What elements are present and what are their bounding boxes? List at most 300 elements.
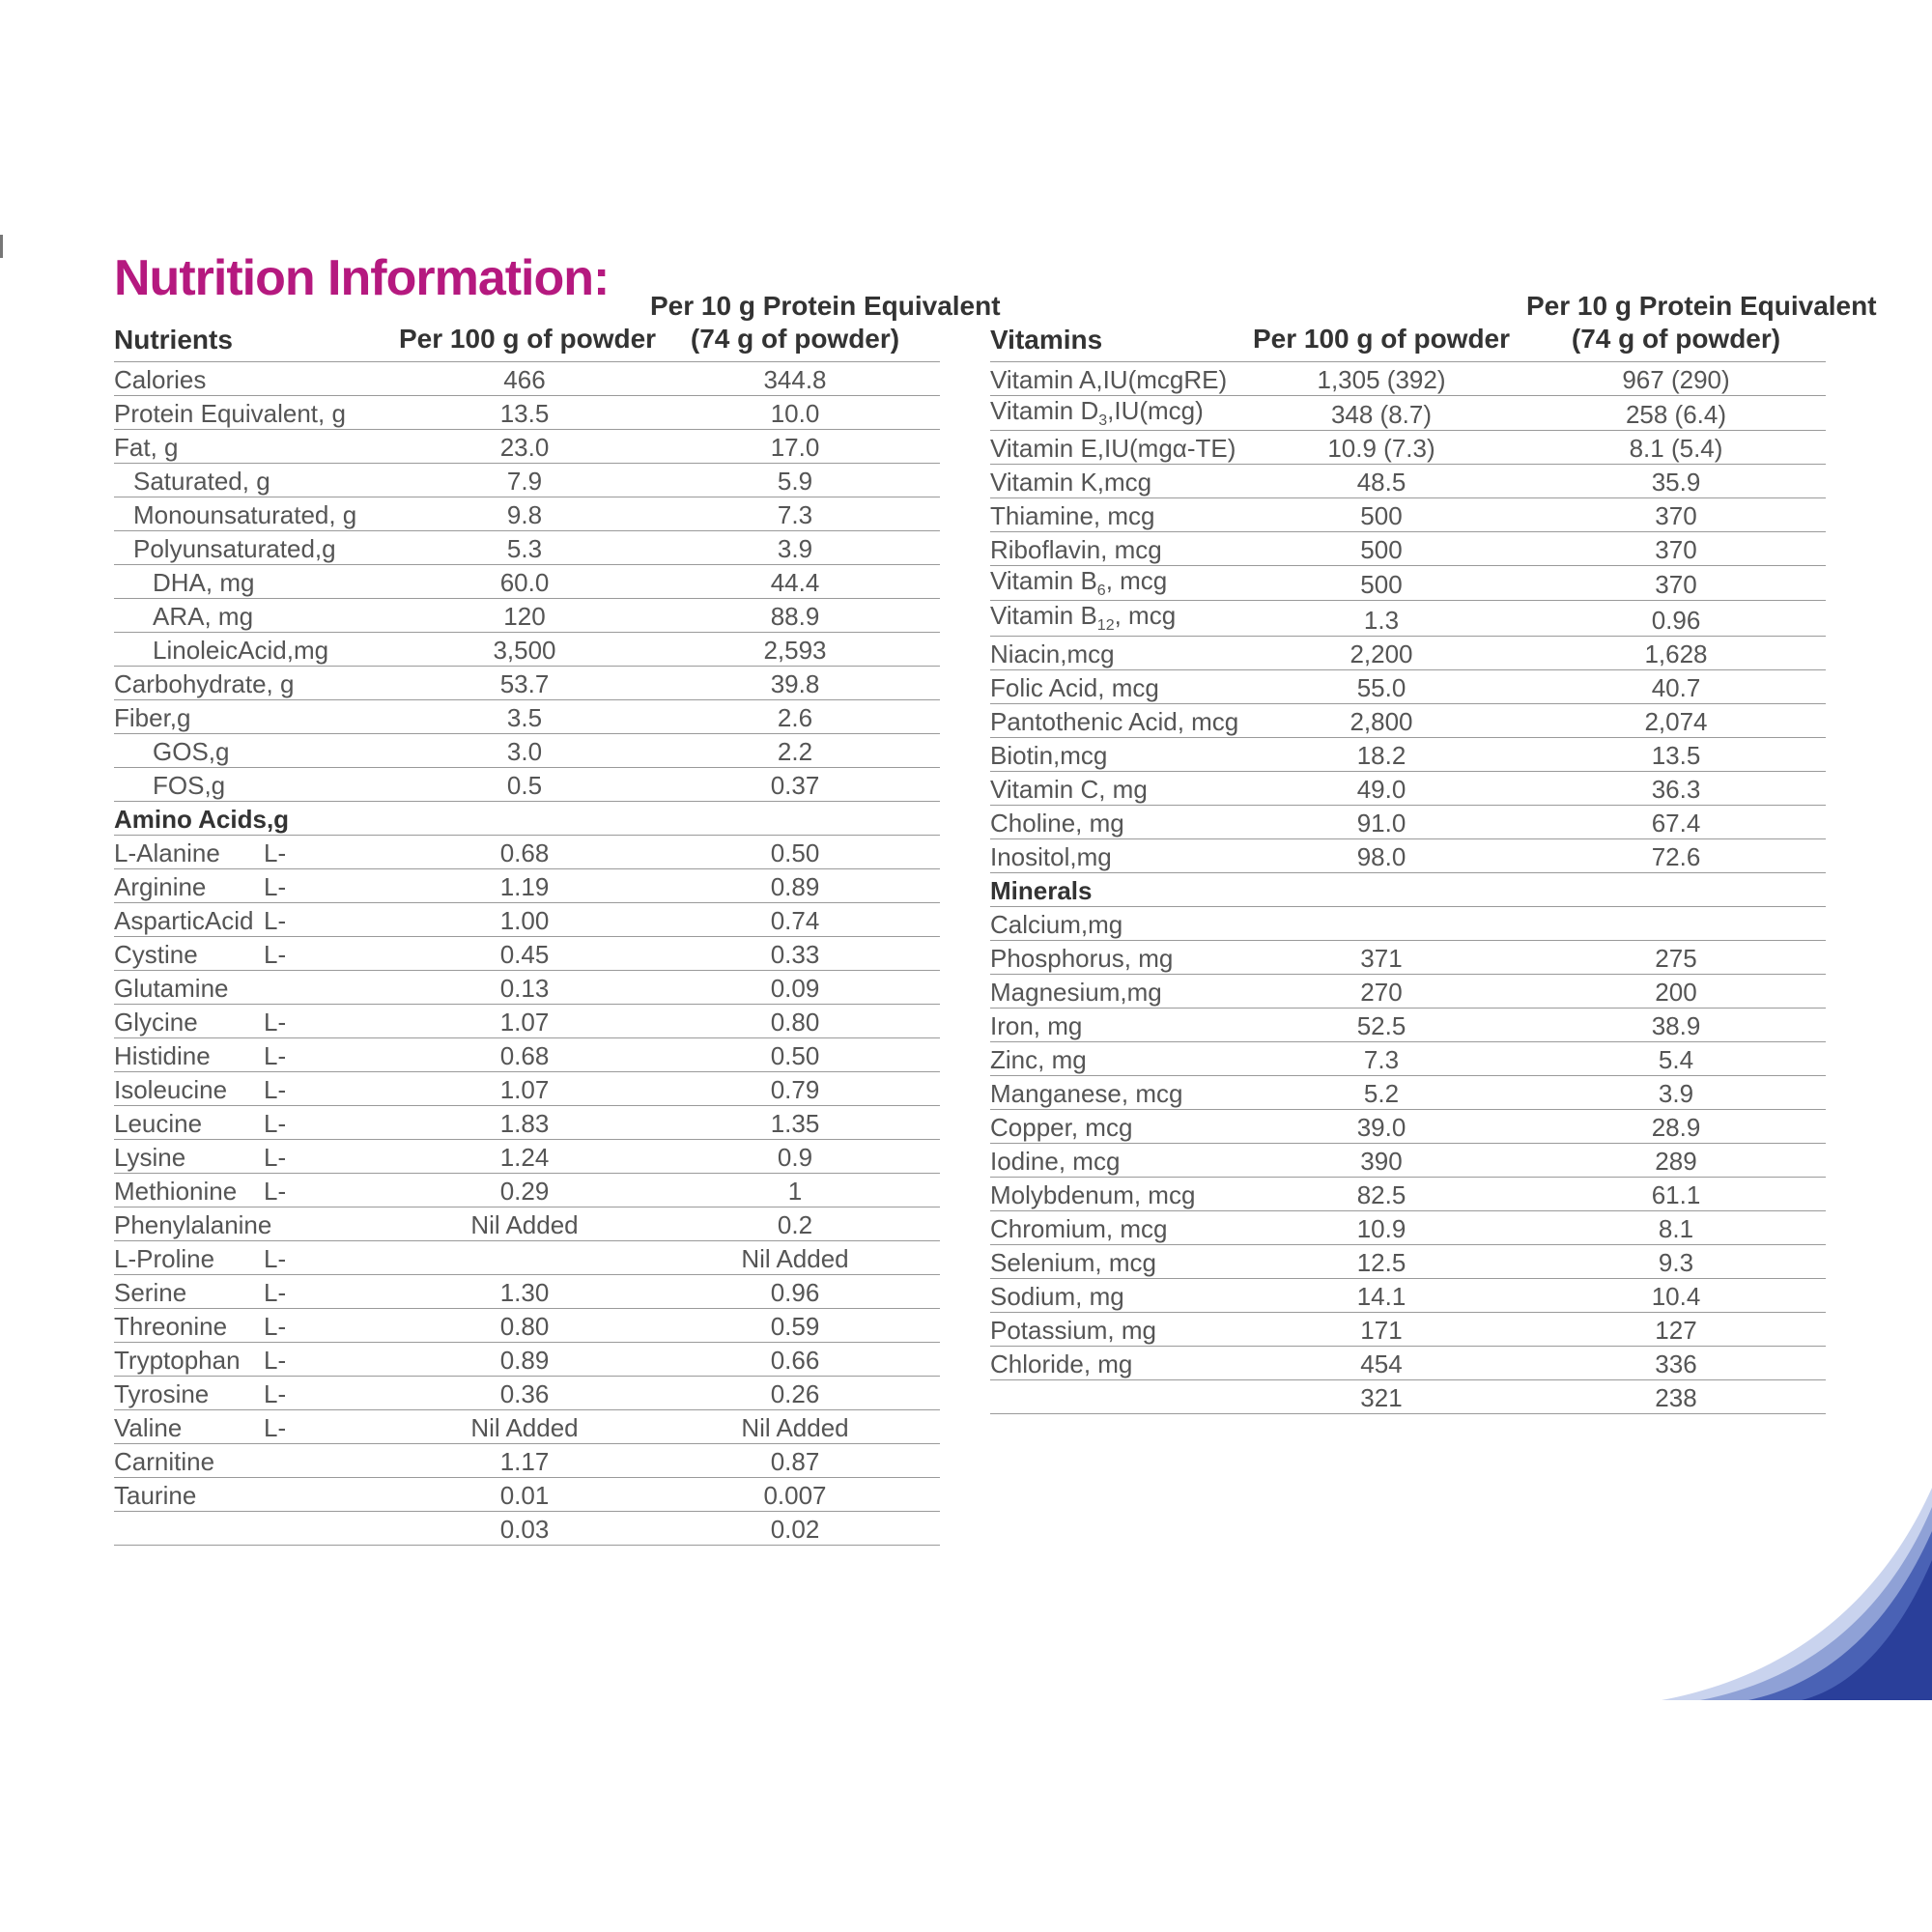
- nutrient-name: [990, 1346, 1236, 1379]
- table-row: [990, 1075, 1826, 1109]
- isomer-prefix: [264, 1478, 399, 1512]
- per-10g-value: 200: [1526, 974, 1826, 1008]
- table-row: [990, 737, 1826, 771]
- per-100g-value: 454: [1236, 1346, 1526, 1379]
- per-10g-value: 28.9: [1526, 1109, 1826, 1143]
- isomer-prefix: L-: [264, 1038, 399, 1072]
- per-100g-value: 3.0: [399, 734, 650, 768]
- per-100g-value: [399, 802, 650, 836]
- nutrient-name: Lysine: [114, 1140, 264, 1174]
- table-row: [990, 1278, 1826, 1312]
- isomer-prefix: [264, 1208, 399, 1241]
- nutrient-name-text: Vitamin B: [990, 601, 1097, 631]
- table-row: [114, 1072, 940, 1106]
- nutrient-name-text: Phosphorus, mg: [990, 943, 1174, 973]
- nutrients-header-row: [114, 290, 940, 362]
- table-row: [114, 1309, 940, 1343]
- table-row: [990, 872, 1826, 906]
- table-row: [990, 1244, 1826, 1278]
- table-row: [990, 498, 1826, 532]
- nutrient-name: Tyrosine: [114, 1377, 264, 1410]
- per-100g-value: 23.0: [399, 430, 650, 464]
- table-row: [114, 1005, 940, 1038]
- table-row: [114, 700, 940, 734]
- nutrient-name: [990, 1177, 1236, 1210]
- isomer-prefix: L-: [264, 1241, 399, 1275]
- per-10g-value: [650, 802, 940, 836]
- per-100g-value: 270: [1236, 974, 1526, 1008]
- table-row: [114, 1038, 940, 1072]
- nutrient-name-text: Selenium, mcg: [990, 1247, 1156, 1277]
- isomer-prefix: L-: [264, 1106, 399, 1140]
- nutrient-name: [990, 805, 1236, 838]
- table-row: [114, 734, 940, 768]
- per-100g-value: 321: [1236, 1379, 1526, 1413]
- nutrient-name-text: Folic Acid, mcg: [990, 672, 1159, 702]
- per-100g-value: 1.83: [399, 1106, 650, 1140]
- isomer-prefix: [264, 1512, 399, 1546]
- per-100g-value: 1.00: [399, 903, 650, 937]
- table-row: [114, 430, 940, 464]
- nutrient-name-text: Molybdenum, mcg: [990, 1179, 1196, 1209]
- per-100g-value: 48.5: [1236, 465, 1526, 498]
- per-10g-value: 9.3: [1526, 1244, 1826, 1278]
- per-100g-value: 466: [399, 362, 650, 396]
- per-100g-value: 2,200: [1236, 636, 1526, 669]
- nutrient-name: Glycine: [114, 1005, 264, 1038]
- per-10g-value: 0.59: [650, 1309, 940, 1343]
- per-10g-value: 8.1 (5.4): [1526, 431, 1826, 465]
- per-10g-value: 44.4: [650, 565, 940, 599]
- per-10g-value: 0.09: [650, 971, 940, 1005]
- per-100g-value: 500: [1236, 498, 1526, 532]
- nutrient-name: GOS,g: [114, 734, 399, 768]
- per-10g-value: 40.7: [1526, 669, 1826, 703]
- table-row: [114, 1512, 940, 1546]
- table-row: [990, 362, 1826, 396]
- per-10g-value: Nil Added: [650, 1241, 940, 1275]
- per-100g-value: 9.8: [399, 497, 650, 531]
- table-row: [114, 1410, 940, 1444]
- per-10g-value: 0.26: [650, 1377, 940, 1410]
- per-10g-value: 0.80: [650, 1005, 940, 1038]
- per-10g-value: 39.8: [650, 667, 940, 700]
- per-100g-value: 55.0: [1236, 669, 1526, 703]
- nutrient-name-text: Biotin,mcg: [990, 740, 1108, 770]
- per-10g-header-line2: (74 g of powder): [690, 324, 900, 354]
- nutrient-name: [990, 906, 1236, 940]
- nutrient-name-text: Chloride, mg: [990, 1349, 1133, 1378]
- isomer-prefix: L-: [264, 1174, 399, 1208]
- nutrient-name: L-Proline: [114, 1241, 264, 1275]
- nutrient-name-text: Vitamin E,IU(mgα-TE): [990, 434, 1236, 464]
- per-10g-header-line1: Per 10 g Protein Equivalent: [1526, 291, 1877, 321]
- per-10g-value: 2,074: [1526, 703, 1826, 737]
- per-10g-value: 370: [1526, 532, 1826, 566]
- table-row: [990, 465, 1826, 498]
- per-100g-value: 390: [1236, 1143, 1526, 1177]
- isomer-prefix: [264, 971, 399, 1005]
- nutrient-name: Calories: [114, 362, 399, 396]
- table-row: [114, 768, 940, 802]
- per-100g-value: 500: [1236, 532, 1526, 566]
- nutrient-name-text: Minerals: [990, 875, 1093, 905]
- nutrient-name: Serine: [114, 1275, 264, 1309]
- nutrient-name: Glutamine: [114, 971, 264, 1005]
- table-row: [114, 1343, 940, 1377]
- nutrient-name: L-Alanine: [114, 836, 264, 869]
- per-10g-value: 336: [1526, 1346, 1826, 1379]
- nutrient-name-text: Chromium, mcg: [990, 1213, 1168, 1243]
- nutrient-name: [990, 1379, 1236, 1413]
- isomer-prefix: L-: [264, 869, 399, 903]
- per-100g-value: 1.30: [399, 1275, 650, 1309]
- nutrient-name: [990, 872, 1236, 906]
- per-100g-value: 120: [399, 599, 650, 633]
- nutrient-name: Fiber,g: [114, 700, 399, 734]
- per-10g-value: Nil Added: [650, 1410, 940, 1444]
- per-100g-value: 171: [1236, 1312, 1526, 1346]
- nutrient-name: [990, 396, 1236, 431]
- isomer-prefix: L-: [264, 903, 399, 937]
- nutrient-name: Valine: [114, 1410, 264, 1444]
- nutrient-subscript: 12: [1096, 617, 1115, 635]
- per-10g-value: 0.96: [1526, 601, 1826, 636]
- per-10g-value: 289: [1526, 1143, 1826, 1177]
- per-100g-value: 371: [1236, 940, 1526, 974]
- table-row: [114, 971, 940, 1005]
- nutrient-name-text: Vitamin K,mcg: [990, 468, 1152, 497]
- isomer-prefix: L-: [264, 836, 399, 869]
- per-10g-value: 0.96: [650, 1275, 940, 1309]
- nutrient-subscript: 6: [1096, 582, 1106, 600]
- nutrient-name-text: Vitamin B: [990, 566, 1097, 596]
- per-100g-value: [399, 1241, 650, 1275]
- per-100g-value: 53.7: [399, 667, 650, 700]
- per-10g-value: [1526, 872, 1826, 906]
- per-10g-value: 1: [650, 1174, 940, 1208]
- table-row: [990, 805, 1826, 838]
- per-10g-value: 1.35: [650, 1106, 940, 1140]
- nutrient-name-unit: ,IU(mcg): [1107, 396, 1204, 425]
- per-100g-value: 13.5: [399, 396, 650, 430]
- per-10g-value: 370: [1526, 566, 1826, 601]
- nutrient-name: ARA, mg: [114, 599, 399, 633]
- nutrient-name: [990, 498, 1236, 532]
- nutrient-name: [990, 636, 1236, 669]
- per-100g-value: 1.3: [1236, 601, 1526, 636]
- per-100g-value: 82.5: [1236, 1177, 1526, 1210]
- per-10g-value: 3.9: [1526, 1075, 1826, 1109]
- table-row: [114, 599, 940, 633]
- per-10g-value: 8.1: [1526, 1210, 1826, 1244]
- table-row: [990, 1041, 1826, 1075]
- per-100g-value: 7.3: [1236, 1041, 1526, 1075]
- per-100g-value: 0.45: [399, 937, 650, 971]
- table-row: [114, 903, 940, 937]
- table-row: [114, 362, 940, 396]
- table-row: [990, 636, 1826, 669]
- per-100g-value: Nil Added: [399, 1208, 650, 1241]
- table-row: [114, 937, 940, 971]
- nutrient-name-text: Niacin,mcg: [990, 639, 1115, 668]
- per-10g-value: 72.6: [1526, 838, 1826, 872]
- per-10g-value: 127: [1526, 1312, 1826, 1346]
- per-100g-value: 2,800: [1236, 703, 1526, 737]
- table-row: [114, 1444, 940, 1478]
- per-10g-value: 344.8: [650, 362, 940, 396]
- per-100g-value: 3,500: [399, 633, 650, 667]
- isomer-prefix: [264, 1444, 399, 1478]
- per-100g-value: 0.89: [399, 1343, 650, 1377]
- edge-mark: [0, 235, 3, 258]
- nutrient-name: Cystine: [114, 937, 264, 971]
- nutrient-name: [990, 532, 1236, 566]
- table-row: [114, 497, 940, 531]
- table-row: [114, 1478, 940, 1512]
- nutrient-name: FOS,g: [114, 768, 399, 802]
- nutrient-name: DHA, mg: [114, 565, 399, 599]
- nutrient-name: [990, 1109, 1236, 1143]
- nutrient-name: [990, 703, 1239, 737]
- isomer-prefix: L-: [264, 1309, 399, 1343]
- nutrient-name-text: Calcium,mg: [990, 909, 1123, 939]
- table-row: [990, 1379, 1826, 1413]
- nutrient-name: Amino Acids,g: [114, 802, 399, 836]
- per-10g-value: 67.4: [1526, 805, 1826, 838]
- per-100g-value: 0.29: [399, 1174, 650, 1208]
- per-10g-value: 88.9: [650, 599, 940, 633]
- nutrient-name-unit: , mcg: [1114, 601, 1177, 631]
- table-row: [990, 601, 1826, 636]
- nutrient-name: Methionine: [114, 1174, 264, 1208]
- nutrient-name-text: Pantothenic Acid, mcg: [990, 706, 1239, 736]
- table-row: [990, 431, 1826, 465]
- per-10g-value: 1,628: [1526, 636, 1826, 669]
- per-100g-value: 0.13: [399, 971, 650, 1005]
- per-100g-value: 1.07: [399, 1072, 650, 1106]
- table-row: [990, 1312, 1826, 1346]
- nutrient-name: Protein Equivalent, g: [114, 396, 399, 430]
- per-10g-value: 7.3: [650, 497, 940, 531]
- per-100g-value: Nil Added: [399, 1410, 650, 1444]
- per-10g-value: 0.66: [650, 1343, 940, 1377]
- nutrient-name-text: Manganese, mcg: [990, 1078, 1183, 1108]
- per-100g-value: 18.2: [1236, 737, 1526, 771]
- nutrient-name: [990, 940, 1236, 974]
- per-100g-value: 0.03: [399, 1512, 650, 1546]
- per-10g-value: 35.9: [1526, 465, 1826, 498]
- nutrient-name-text: Potassium, mg: [990, 1315, 1156, 1345]
- table-row: [990, 1346, 1826, 1379]
- isomer-prefix: L-: [264, 1343, 399, 1377]
- nutrient-name: Carnitine: [114, 1444, 264, 1478]
- per-10g-value: 5.9: [650, 464, 940, 497]
- per-100g-value: 5.3: [399, 531, 650, 565]
- nutrient-name: [114, 1512, 264, 1546]
- per-100g-header: Per 100 g of powder: [399, 290, 650, 362]
- nutrient-name: [990, 601, 1236, 636]
- nutrient-name-text: Sodium, mg: [990, 1281, 1124, 1311]
- table-row: [990, 669, 1826, 703]
- vitamins-header-row: [990, 290, 1826, 362]
- per-10g-value: 3.9: [650, 531, 940, 565]
- nutrient-name: Phenylalanine: [114, 1208, 264, 1241]
- per-100g-value: 500: [1236, 566, 1526, 601]
- nutrient-name: Histidine: [114, 1038, 264, 1072]
- nutrient-name-text: Magnesium,mg: [990, 977, 1162, 1007]
- per-10g-value: 0.02: [650, 1512, 940, 1546]
- nutrient-name-text: Vitamin D: [990, 396, 1099, 425]
- per-10g-value: 0.50: [650, 836, 940, 869]
- isomer-prefix: L-: [264, 1005, 399, 1038]
- per-10g-value: 61.1: [1526, 1177, 1826, 1210]
- nutrient-name: Leucine: [114, 1106, 264, 1140]
- table-row: [990, 1177, 1826, 1210]
- vitamins-header: Vitamins: [990, 290, 1236, 362]
- per-10g-value: 370: [1526, 498, 1826, 532]
- nutrient-name-unit: , mcg: [1105, 566, 1168, 596]
- per-10g-value: 10.4: [1526, 1278, 1826, 1312]
- nutrient-name: [990, 362, 1236, 396]
- nutrient-name-text: Zinc, mg: [990, 1044, 1087, 1074]
- table-row: [114, 1241, 940, 1275]
- table-row: [990, 1109, 1826, 1143]
- per-10g-header: [650, 290, 1001, 362]
- per-10g-value: 0.2: [650, 1208, 940, 1241]
- table-row: [114, 1174, 940, 1208]
- per-10g-value: [1526, 906, 1826, 940]
- table-row: [114, 464, 940, 497]
- nutrient-name-text: Thiamine, mcg: [990, 501, 1155, 531]
- nutrient-name: LinoleicAcid,mg: [114, 633, 399, 667]
- table-row: [114, 667, 940, 700]
- nutrient-name-text: Iron, mg: [990, 1010, 1083, 1040]
- nutrient-name: [990, 974, 1236, 1008]
- nutrient-name: Threonine: [114, 1309, 264, 1343]
- table-row: [114, 633, 940, 667]
- table-row: [114, 565, 940, 599]
- nutrient-name: [990, 465, 1236, 498]
- page-title: Nutrition Information:: [114, 250, 610, 306]
- table-row: [990, 1008, 1826, 1041]
- table-row: [114, 1377, 940, 1410]
- per-100g-value: 348 (8.7): [1236, 396, 1526, 431]
- nutrient-name-text: Riboflavin, mcg: [990, 535, 1162, 565]
- per-100g-value: 60.0: [399, 565, 650, 599]
- table-row: [114, 531, 940, 565]
- per-10g-value: 0.89: [650, 869, 940, 903]
- table-row: [990, 566, 1826, 601]
- nutrient-name: Fat, g: [114, 430, 399, 464]
- per-10g-value: 275: [1526, 940, 1826, 974]
- table-row: [990, 1210, 1826, 1244]
- per-100g-value: 1.17: [399, 1444, 650, 1478]
- isomer-prefix: L-: [264, 1072, 399, 1106]
- per-100g-value: 49.0: [1236, 771, 1526, 805]
- isomer-prefix: L-: [264, 1377, 399, 1410]
- nutrient-name-text: Inositol,mg: [990, 841, 1112, 871]
- table-row: [114, 1208, 940, 1241]
- table-row: [114, 396, 940, 430]
- isomer-prefix: L-: [264, 1140, 399, 1174]
- per-100g-value: 12.5: [1236, 1244, 1526, 1278]
- per-10g-value: 0.33: [650, 937, 940, 971]
- per-100g-value: 10.9 (7.3): [1236, 431, 1526, 465]
- nutrient-name: [990, 1075, 1236, 1109]
- nutrient-name: Taurine: [114, 1478, 264, 1512]
- nutrient-name-text: Choline, mg: [990, 808, 1124, 838]
- per-100g-header: Per 100 g of powder: [1236, 290, 1526, 362]
- per-100g-value: 39.0: [1236, 1109, 1526, 1143]
- per-10g-value: 5.4: [1526, 1041, 1826, 1075]
- nutrient-name-text: Iodine, mcg: [990, 1146, 1121, 1176]
- per-100g-value: 14.1: [1236, 1278, 1526, 1312]
- per-10g-header-line2: (74 g of powder): [1571, 324, 1781, 354]
- per-100g-value: [1236, 872, 1526, 906]
- per-100g-value: 98.0: [1236, 838, 1526, 872]
- nutrient-name: Carbohydrate, g: [114, 667, 399, 700]
- table-row: [114, 836, 940, 869]
- decorative-swoosh: [1642, 1488, 1932, 1700]
- nutrient-name: AsparticAcid: [114, 903, 264, 937]
- table-row: [114, 1106, 940, 1140]
- per-10g-value: 2,593: [650, 633, 940, 667]
- per-10g-value: 17.0: [650, 430, 940, 464]
- per-100g-value: 0.80: [399, 1309, 650, 1343]
- nutrient-name: [990, 1244, 1236, 1278]
- per-100g-value: 1,305 (392): [1236, 362, 1526, 396]
- vitamins-table: [990, 290, 1877, 1414]
- per-100g-value: 0.36: [399, 1377, 650, 1410]
- nutrient-name: [990, 771, 1236, 805]
- nutrient-name: [990, 838, 1236, 872]
- per-10g-value: 38.9: [1526, 1008, 1826, 1041]
- table-row: [114, 1140, 940, 1174]
- table-row: [114, 802, 940, 836]
- nutrient-name: [990, 1143, 1236, 1177]
- per-10g-value: 258 (6.4): [1526, 396, 1826, 431]
- table-row: [990, 1143, 1826, 1177]
- per-100g-value: 52.5: [1236, 1008, 1526, 1041]
- per-100g-value: 0.68: [399, 836, 650, 869]
- per-100g-value: 1.19: [399, 869, 650, 903]
- nutrient-name: [990, 431, 1236, 465]
- nutrient-name-text: Copper, mcg: [990, 1112, 1133, 1142]
- nutrient-subscript: 3: [1098, 412, 1108, 430]
- table-row: [990, 396, 1826, 431]
- per-10g-value: 2.2: [650, 734, 940, 768]
- per-100g-value: 0.01: [399, 1478, 650, 1512]
- nutrient-name: [990, 1041, 1236, 1075]
- per-10g-header: [1526, 290, 1877, 362]
- nutrient-name: [990, 566, 1236, 601]
- table-row: [990, 940, 1826, 974]
- per-10g-value: 0.87: [650, 1444, 940, 1478]
- table-row: [990, 532, 1826, 566]
- per-100g-value: 10.9: [1236, 1210, 1526, 1244]
- table-row: [990, 906, 1826, 940]
- table-row: [114, 869, 940, 903]
- nutrient-name: Tryptophan: [114, 1343, 264, 1377]
- nutrient-name-text: Vitamin A,IU(mcgRE): [990, 365, 1228, 394]
- table-row: [990, 771, 1826, 805]
- per-10g-value: 0.9: [650, 1140, 940, 1174]
- table-row: [990, 974, 1826, 1008]
- per-100g-value: 5.2: [1236, 1075, 1526, 1109]
- per-10g-value: 0.50: [650, 1038, 940, 1072]
- nutrient-name: Monounsaturated, g: [114, 497, 399, 531]
